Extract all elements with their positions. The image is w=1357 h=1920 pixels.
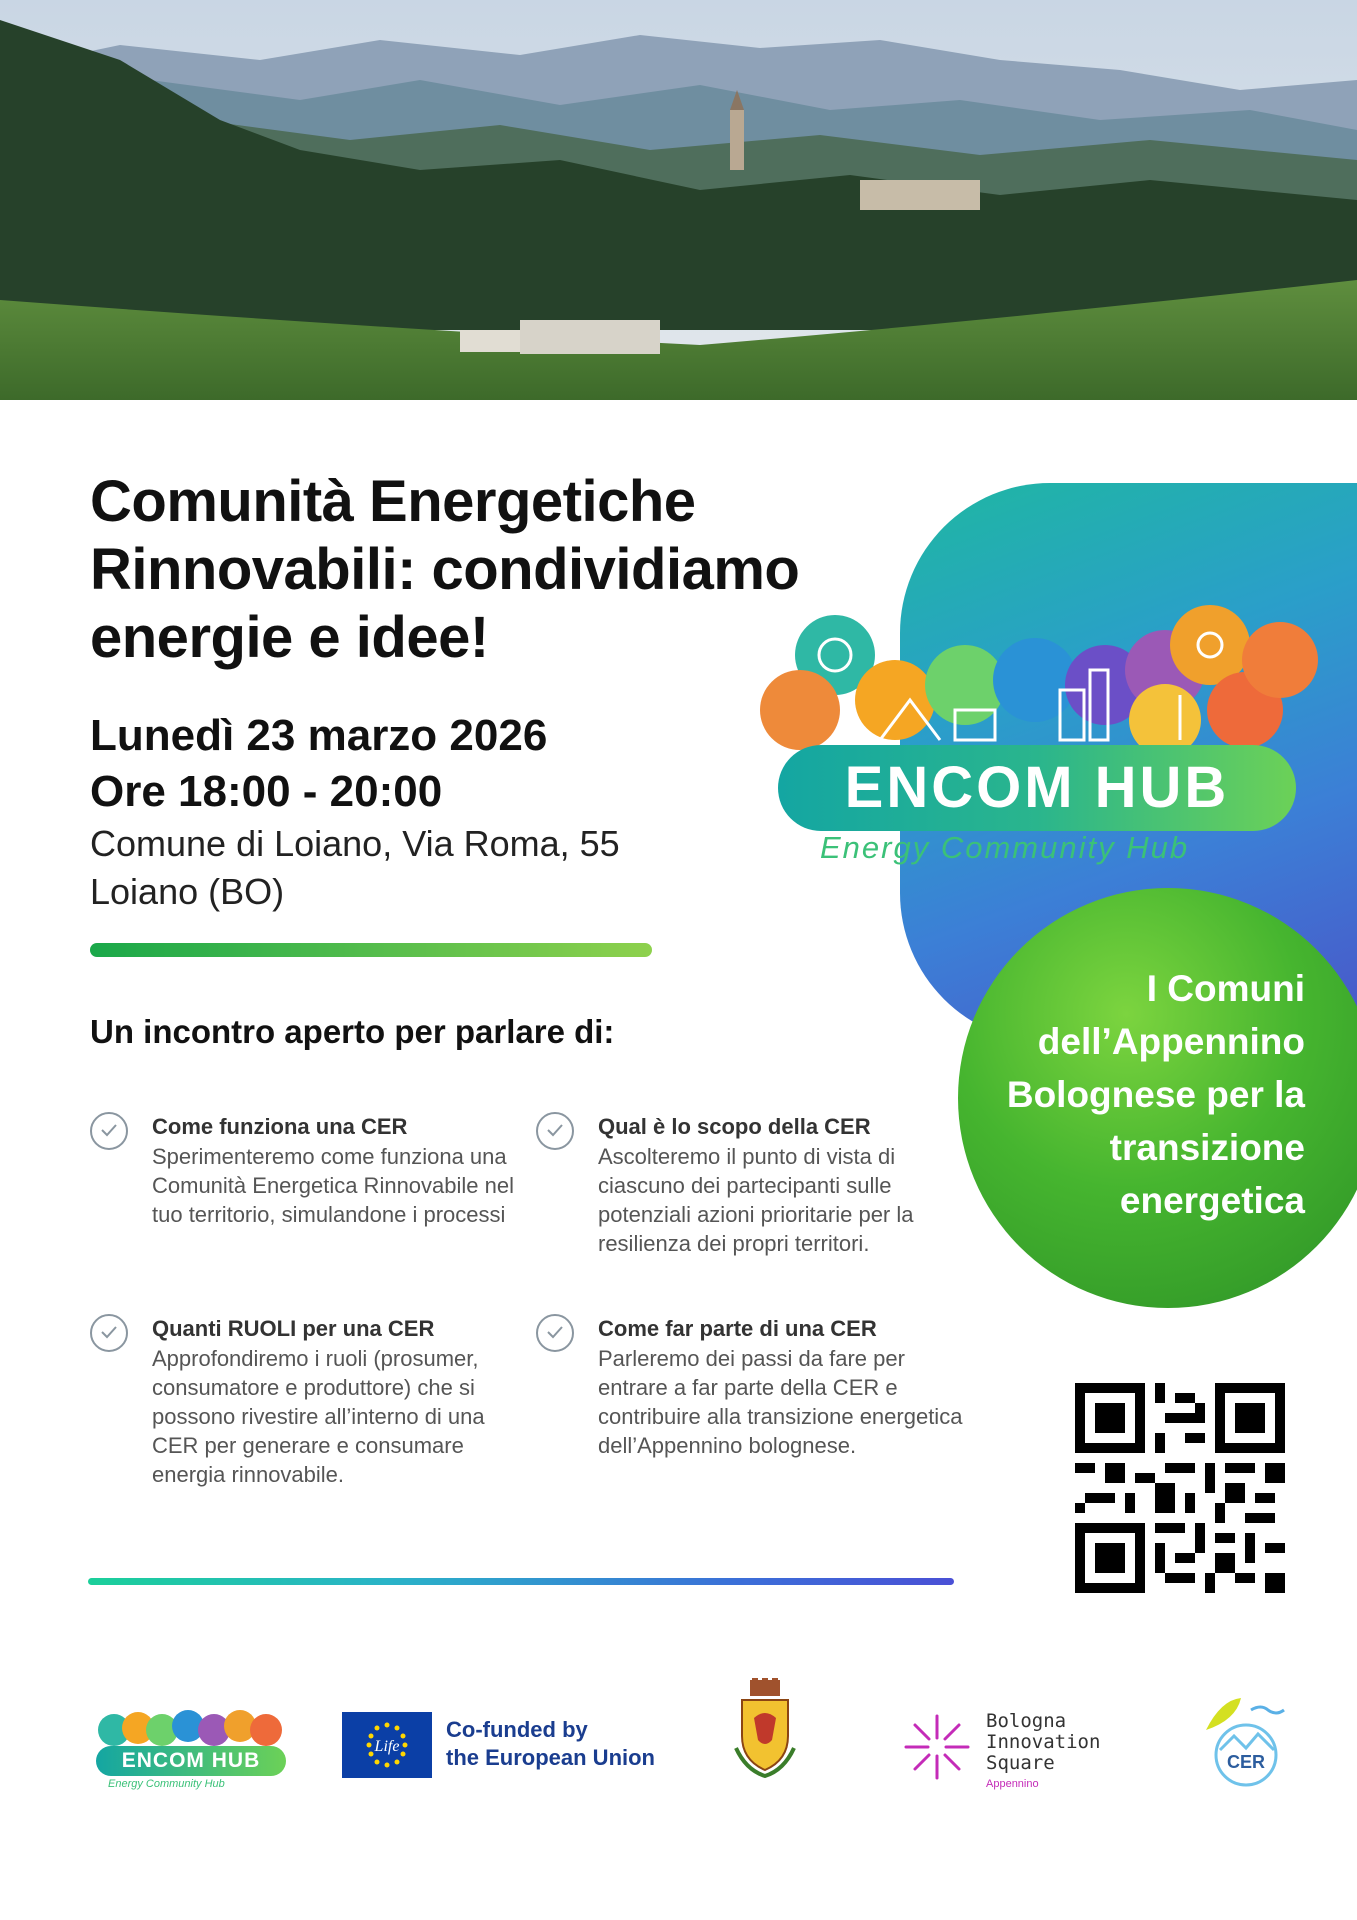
eu-line-1: Co-funded by [446, 1717, 588, 1742]
check-icon [536, 1112, 574, 1150]
accent-divider-gradient [88, 1578, 954, 1585]
topic-body: Approfondiremo i ruoli (prosumer, consumatore e produttore) che si possono rivestire all’interno di una CER per generare e consumare energia rinnovabile. [152, 1346, 485, 1487]
topic-body: Sperimenteremo come funziona una Comunità Energetica Rinnovabile nel tuo territorio, simulandone i processi [152, 1144, 514, 1227]
green-circle-text: I Comuni dell’Appennino Bolognese per la transizione energetica [1006, 968, 1305, 1221]
eu-life-label: Life [374, 1738, 400, 1755]
encom-hub-logo-text: ENCOM HUB [844, 755, 1230, 820]
address-line-1: Comune di Loiano, Via Roma, 55 [90, 823, 620, 864]
topic-title: Come funziona una CER [152, 1114, 408, 1139]
footer-encom-hub-logo [96, 1700, 286, 1750]
footer-encom-hub-name: ENCOM HUB [96, 1746, 286, 1776]
check-icon [90, 1314, 128, 1352]
topic-title: Qual è lo scopo della CER [598, 1114, 871, 1139]
event-date: Lunedì 23 marzo 2026 [90, 711, 548, 760]
eu-line-2: the European Union [446, 1745, 655, 1770]
loiano-coat-of-arms [732, 1678, 798, 1778]
check-icon [536, 1314, 574, 1352]
bis-subtitle: Appennino [986, 1778, 1039, 1790]
check-icon [90, 1112, 128, 1150]
bis-line-1: Bologna [986, 1710, 1067, 1732]
topic-body: Ascolteremo il punto di vista di ciascuno dei partecipanti sulle potenziali azioni prioritarie per la resilienza dei propri territori. [598, 1144, 914, 1256]
event-time: Ore 18:00 - 20:00 [90, 767, 443, 816]
eu-cofunded-text [446, 1716, 655, 1772]
bologna-innovation-square-icon [902, 1712, 972, 1782]
encom-hub-illustration [760, 600, 1320, 750]
event-address [90, 820, 620, 916]
hero-landscape-photo [0, 0, 1357, 400]
topic-title: Come far parte di una CER [598, 1316, 877, 1341]
footer-encom-hub-tagline: Energy Community Hub [108, 1778, 225, 1790]
accent-divider-green [90, 943, 652, 957]
address-line-2: Loiano (BO) [90, 871, 285, 912]
cer-logo-text: CER [1226, 1752, 1266, 1772]
bis-line-3: Square [986, 1752, 1055, 1774]
eu-flag-icon [342, 1712, 432, 1778]
topics-heading: Un incontro aperto per parlare di: [90, 1013, 615, 1050]
encom-hub-tagline: Energy Community Hub [820, 830, 1190, 865]
bologna-innovation-square-text [986, 1711, 1100, 1774]
cer-logo [1196, 1690, 1296, 1790]
topic-body: Parleremo dei passi da fare per entrare a far parte della CER e contribuire alla transizione energetica dell’Appennino bolognese. [598, 1346, 963, 1458]
bis-line-2: Innovation [986, 1731, 1101, 1753]
topic-title: Quanti RUOLI per una CER [152, 1316, 435, 1341]
qr-code[interactable] [1075, 1383, 1285, 1593]
page-title: Comunità Energetiche Rinnovabili: condividiamo energie e idee! [90, 469, 800, 670]
